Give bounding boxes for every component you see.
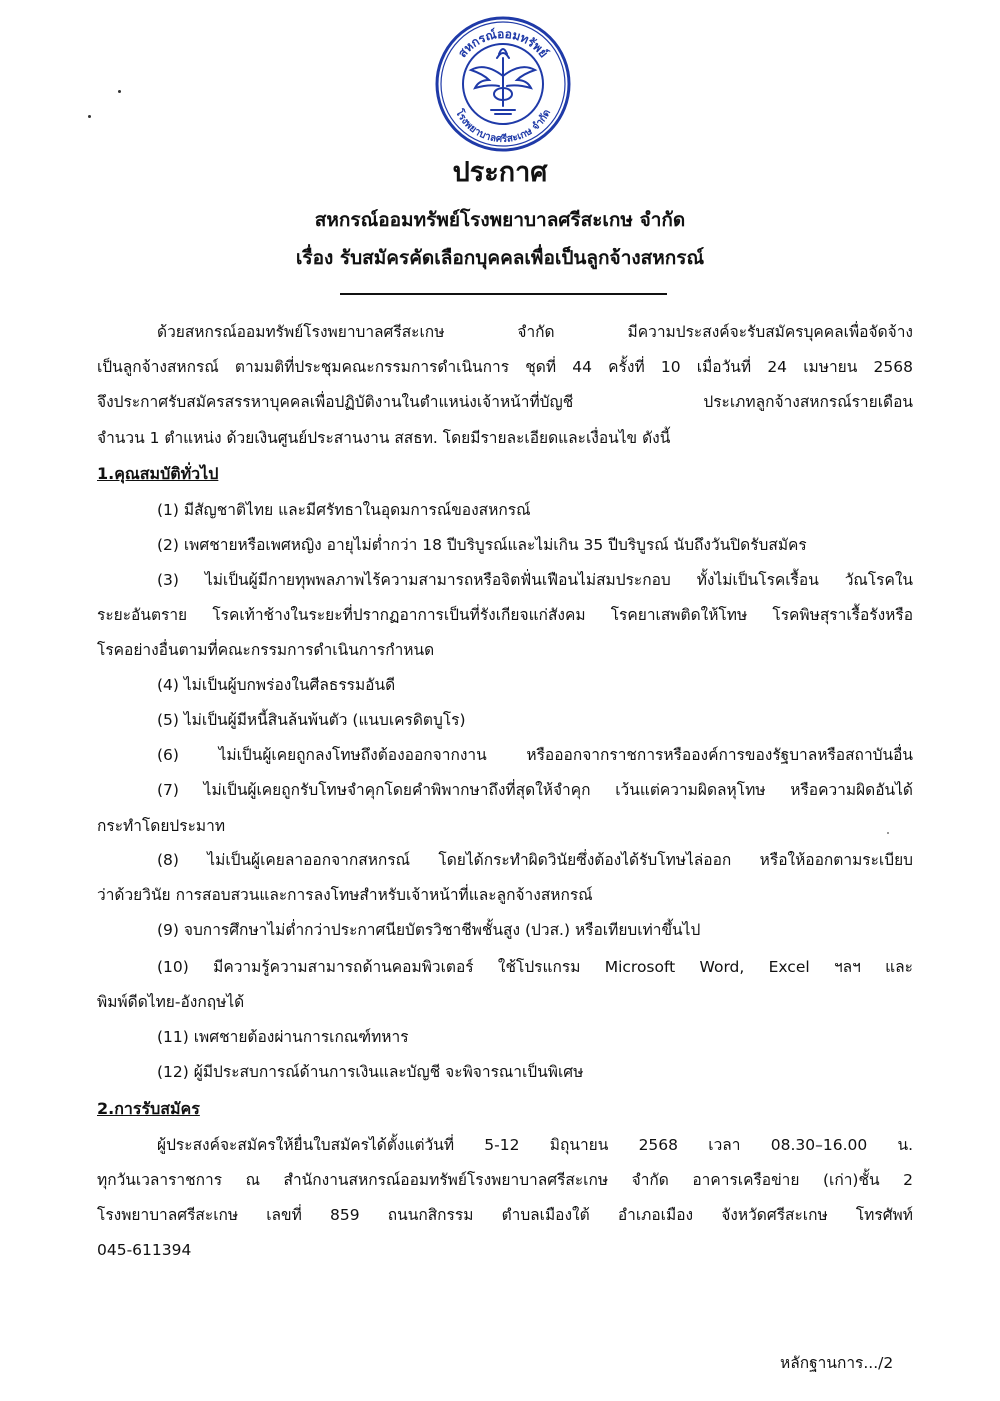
qualification-item: (7) ไม่เป็นผู้เคยถูกรับโทษจำคุกโดยคำพิพากษาถึงที่สุดให้จำคุก เว้นแต่ความผิดลหุโทษ หรือความผิดอันได้ [157,781,913,799]
qualification-item: (3) ไม่เป็นผู้มีกายทุพพลภาพไร้ความสามารถหรือจิตฟั่นเฟือนไม่สมประกอบ ทั้งไม่เป็นโรคเรื้อน วัณโรคใน [157,571,913,589]
scan-speck [118,90,121,93]
qualification-item: (6) ไม่เป็นผู้เคยถูกลงโทษถึงต้องออกจากงาน หรือออกจากราชการหรือองค์การของรัฐบาลหรือสถาบันอื่น [157,746,913,764]
intro-line: จำนวน 1 ตำแหน่ง ด้วยเงินศูนย์ประสานงาน สสธท. โดยมีรายละเอียดและเงื่อนไข ดังนี้ [97,429,671,447]
qualification-item: (10) มีความรู้ความสามารถด้านคอมพิวเตอร์ ใช้โปรแกรม Microsoft Word, Excel ฯลฯ และ [157,958,913,976]
phone-number: 045-611394 [97,1241,192,1259]
qualification-item-continued: กระทำโดยประมาท [97,817,226,835]
qualification-item: (1) มีสัญชาติไทย และมีศรัทธาในอุดมการณ์ของสหกรณ์ [157,501,531,519]
organization-name: สหกรณ์ออมทรัพย์โรงพยาบาลศรีสะเกษ จำกัด [314,209,686,231]
intro-line: เป็นลูกจ้างสหกรณ์ ตามมติที่ประชุมคณะกรรมการดำเนินการ ชุดที่ 44 ครั้งที่ 10 เมื่อวันที่ 24 เมษายน 2568 [97,358,913,376]
qualification-item-continued: โรคอย่างอื่นตามที่คณะกรรมการดำเนินการกำหนด [97,641,435,659]
qualification-item: (5) ไม่เป็นผู้มีหนี้สินล้นพ้นตัว (แนบเครดิตบูโร) [157,711,466,729]
page-continuation-note: หลักฐานการ.../2 [780,1354,894,1372]
application-line: ผู้ประสงค์จะสมัครให้ยื่นใบสมัครได้ตั้งแต่วันที่ 5-12 มิถุนายน 2568 เวลา 08.30–16.00 น. [157,1136,913,1154]
title-divider [340,293,667,295]
qualification-item-continued: ว่าด้วยวินัย การสอบสวนและการลงโทษสำหรับเจ้าหน้าที่และลูกจ้างสหกรณ์ [97,886,593,904]
qualification-item: (11) เพศชายต้องผ่านการเกณฑ์ทหาร [157,1028,409,1046]
qualification-item-continued: ระยะอันตราย โรคเท้าช้างในระยะที่ปรากฏอาการเป็นที่รังเกียจแก่สังคม โรคยาเสพติดให้โทษ โรคพิษสุราเรื้อรังหรือ [97,606,913,624]
announcement-title: ประกาศ [452,157,548,188]
application-line: โรงพยาบาลศรีสะเกษ เลขที่ 859 ถนนกสิกรรม ตำบลเมืองใต้ อำเภอเมือง จังหวัดศรีสะเกษ โทรศัพท์ [97,1206,913,1224]
section-heading-application: 2.การรับสมัคร [97,1099,200,1118]
scan-speck [88,115,91,118]
intro-line: ด้วยสหกรณ์ออมทรัพย์โรงพยาบาลศรีสะเกษ จำกัด มีความประสงค์จะรับสมัครบุคคลเพื่อจัดจ้าง [157,323,913,341]
scan-speck [887,832,889,834]
section-heading-qualifications: 1.คุณสมบัติทั่วไป [97,464,219,483]
qualification-item: (9) จบการศึกษาไม่ต่ำกว่าประกาศนียบัตรวิชาชีพชั้นสูง (ปวส.) หรือเทียบเท่าขึ้นไป [157,921,701,939]
seal-top-text: สหกรณ์ออมทรัพย์ [455,26,551,61]
application-line: ทุกวันเวลาราชการ ณ สำนักงานสหกรณ์ออมทรัพย์โรงพยาบาลศรีสะเกษ จำกัด อาคารเครือข่าย (เก่า)ชั้น 2 [97,1171,913,1189]
cooperative-seal-logo [433,14,573,154]
qualification-item-continued: พิมพ์ดีดไทย-อังกฤษได้ [97,993,245,1011]
qualification-item: (4) ไม่เป็นผู้บกพร่องในศีลธรรมอันดี [157,676,396,694]
announcement-subject: เรื่อง รับสมัครคัดเลือกบุคคลเพื่อเป็นลูกจ้างสหกรณ์ [295,247,705,269]
qualification-item: (2) เพศชายหรือเพศหญิง อายุไม่ต่ำกว่า 18 ปีบริบูรณ์และไม่เกิน 35 ปีบริบูรณ์ นับถึงวันปิดรับสมัคร [157,536,807,554]
seal-bottom-text: โรงพยาบาลศรีสะเกษ จำกัด [452,107,554,146]
qualification-item: (8) ไม่เป็นผู้เคยลาออกจากสหกรณ์ โดยได้กระทำผิดวินัยซึ่งต้องได้รับโทษไล่ออก หรือให้ออกตามระเบียบ [157,851,913,869]
intro-line: จึงประกาศรับสมัครสรรหาบุคคลเพื่อปฏิบัติงานในตำแหน่งเจ้าหน้าที่บัญชี ประเภทลูกจ้างสหกรณ์รายเดือน [97,393,913,411]
qualification-item: (12) ผู้มีประสบการณ์ด้านการเงินและบัญชี จะพิจารณาเป็นพิเศษ [157,1063,584,1081]
